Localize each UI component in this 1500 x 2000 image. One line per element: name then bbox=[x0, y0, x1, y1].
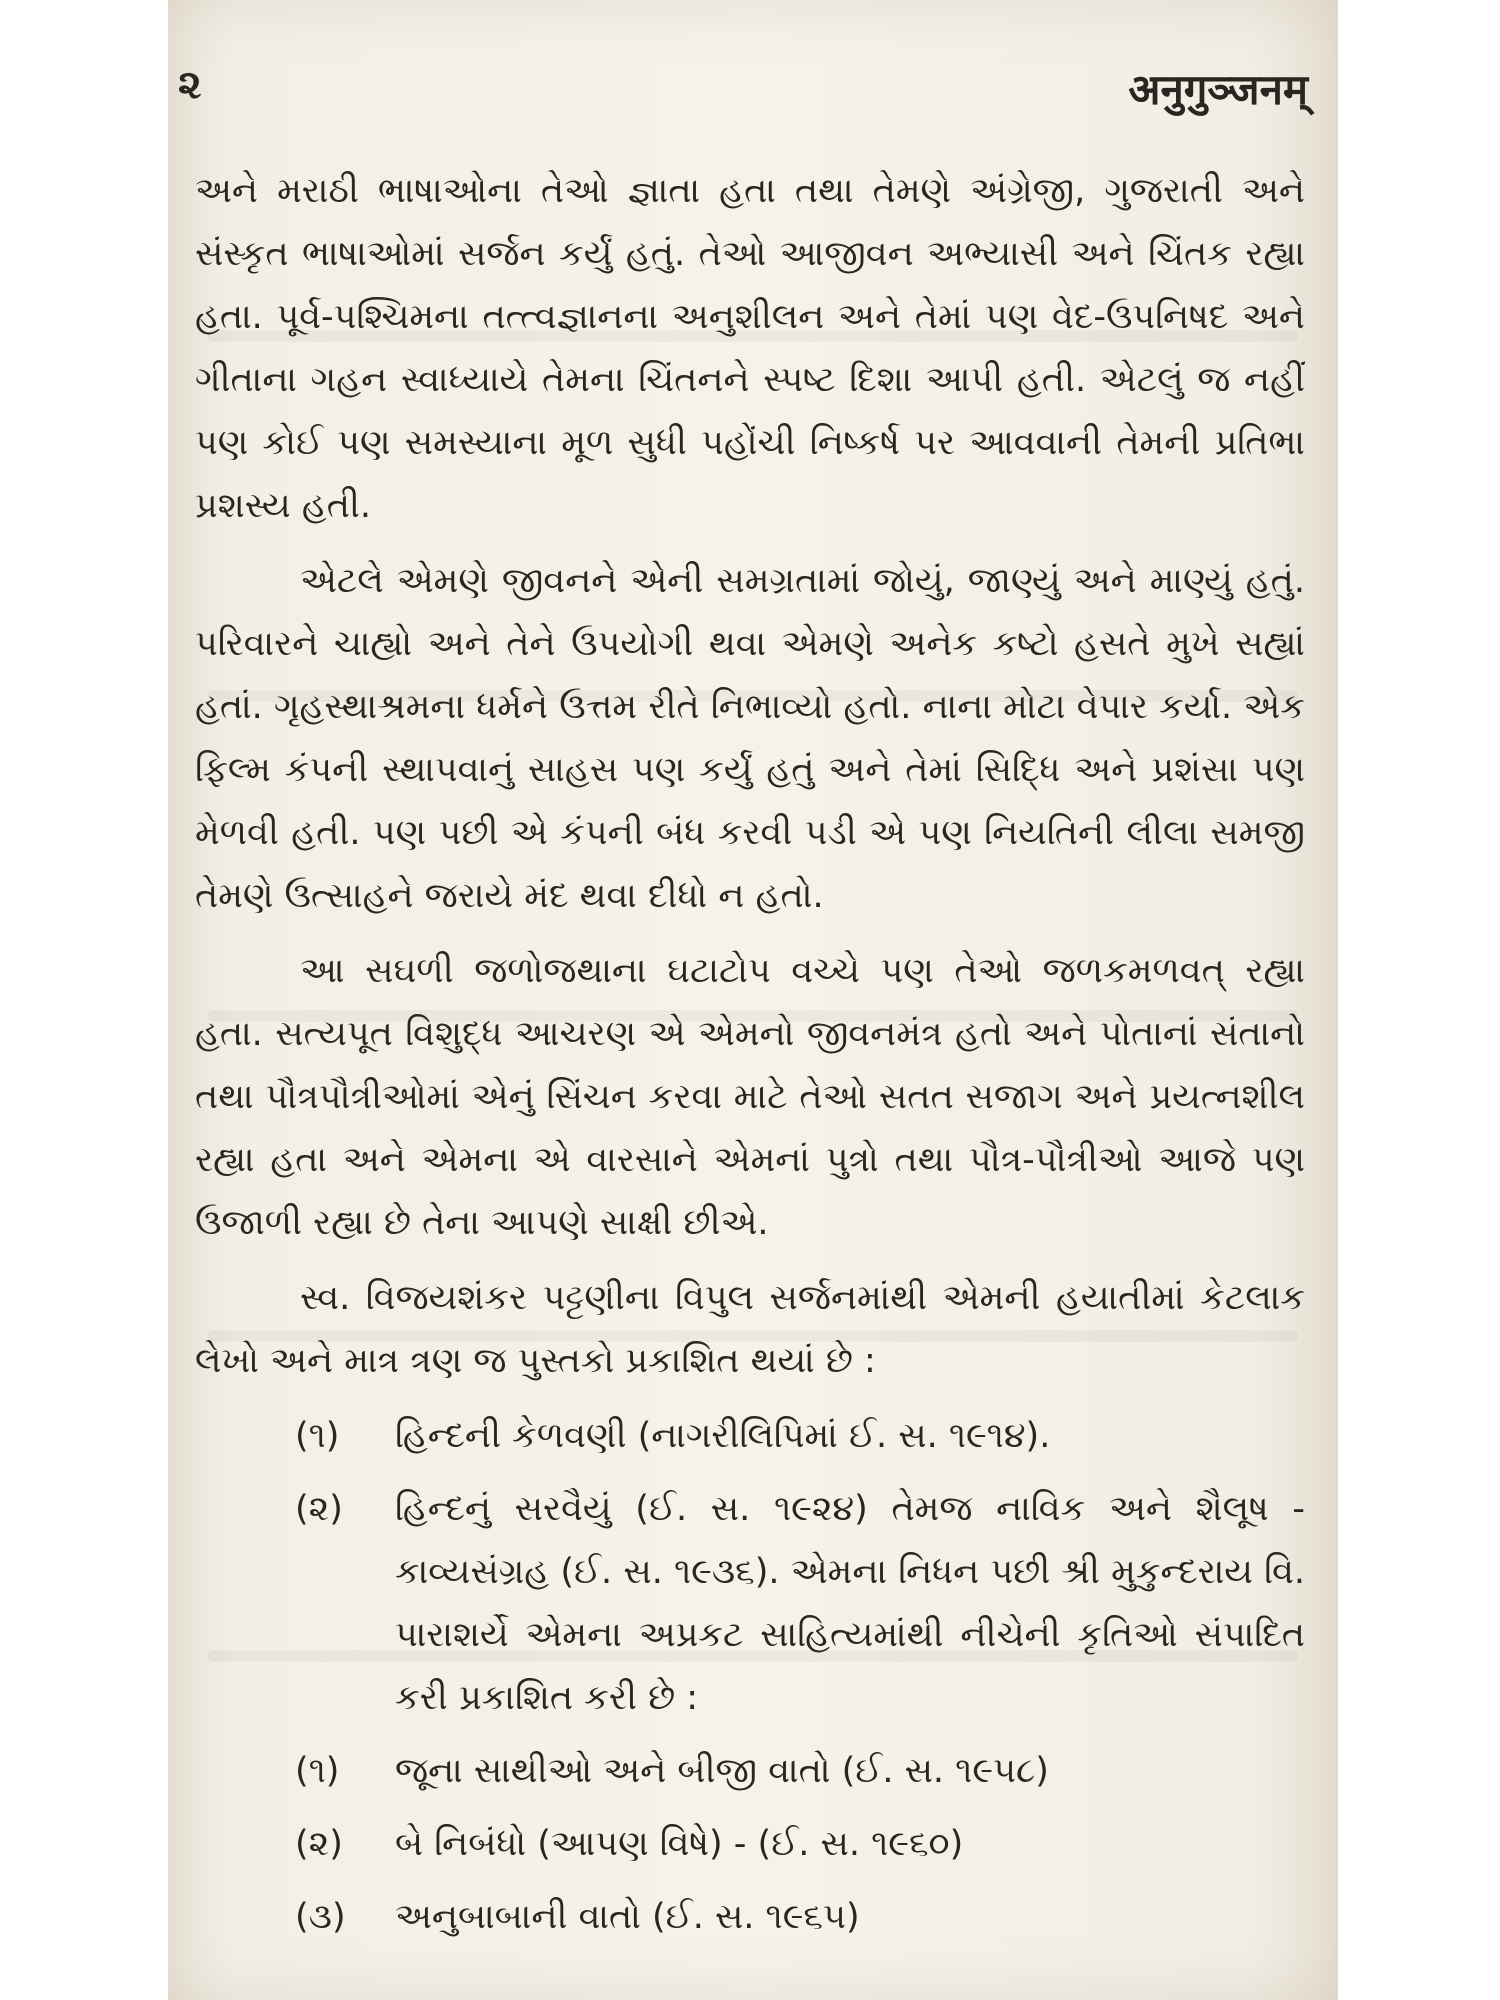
list-item bbox=[195, 1405, 1305, 1468]
body-text bbox=[195, 160, 1305, 1949]
list-item bbox=[195, 1740, 1305, 1803]
list-item bbox=[195, 1813, 1305, 1876]
page-number: ૨ bbox=[178, 62, 202, 108]
paragraph: એટલે એમણે જીવનને એની સમગ્રતામાં જોયું, જાણ્યું અને માણ્યું હતું. પરિવારને ચાહ્યો અને તેને ઉપયોગી થવા એમણે અનેક કષ્ટો હસતે મુખે સહ્યાં હતાં. ગૃહસ્થાશ્રમના ધર્મને ઉત્તમ રીતે નિભાવ્યો હતો. નાના મોટા વેપાર કર્યા. એક ફિલ્મ કંપની સ્થાપવાનું સાહસ પણ કર્યું હતું અને તેમાં સિદ્ધિ અને પ્રશંસા પણ મેળવી હતી. પણ પછી એ કંપની બંધ કરવી પડી એ પણ નિયતિની લીલા સમજી તેમણે ઉત્સાહને જરાયે મંદ થવા દીધો ન હતો. bbox=[195, 561, 1305, 916]
list-number: (૨) bbox=[295, 1824, 343, 1864]
list-item bbox=[195, 1478, 1305, 1730]
list-number: (૧) bbox=[295, 1751, 340, 1791]
list-number: (૩) bbox=[295, 1897, 346, 1937]
paragraph: આ સઘળી જળોજથાના ઘટાટોપ વચ્ચે પણ તેઓ જળકમળવત્ રહ્યા હતા. સત્યપૂત વિશુદ્ધ આચરણ એ એમનો જીવનમંત્ર હતો અને પોતાનાં સંતાનો તથા પૌત્રપૌત્રીઓમાં એનું સિંચન કરવા માટે તેઓ સતત સજાગ અને પ્રયત્નશીલ રહ્યા હતા અને એમના એ વારસાને એમનાં પુત્રો તથા પૌત્ર-પૌત્રીઓ આજે પણ ઉજાળી રહ્યા છે તેના આપણે સાક્ષી છીએ. bbox=[195, 951, 1305, 1243]
list-text: હિન્દનું સરવૈયું (ઈ. સ. ૧૯૨૪) તેમજ નાવિક અને શૈલૂષ - કાવ્યસંગ્રહ (ઈ. સ. ૧૯૩૬). એમના નિધન પછી શ્રી મુકુન્દરાય વિ. પારાશર્યે એમના અપ્રકટ સાહિત્યમાંથી નીચેની કૃતિઓ સંપાદિત કરી પ્રકાશિત કરી છે : bbox=[395, 1489, 1305, 1718]
paragraph: અને મરાઠી ભાષાઓના તેઓ જ્ઞાતા હતા તથા તેમણે અંગ્રેજી, ગુજરાતી અને સંસ્કૃત ભાષાઓમાં સર્જન કર્યું હતું. તેઓ આજીવન અભ્યાસી અને ચિંતક રહ્યા હતા. પૂર્વ-પશ્ચિમના તત્ત્વજ્ઞાનના અનુશીલન અને તેમાં પણ વેદ-ઉપનિષદ અને ગીતાના ગહન સ્વાધ્યાયે તેમના ચિંતનને સ્પષ્ટ દિશા આપી હતી. એટલું જ નહીં પણ કોઈ પણ સમસ્યાના મૂળ સુધી પહોંચી નિષ્કર્ષ પર આવવાની તેમની પ્રતિભા પ્રશસ્ય હતી. bbox=[195, 171, 1305, 526]
page-header bbox=[178, 50, 1308, 114]
list-text: બે નિબંધો (આપણ વિષે) - (ઈ. સ. ૧૯૬૦) bbox=[395, 1824, 964, 1864]
list-text: અનુબાબાની વાતો (ઈ. સ. ૧૯૬૫) bbox=[395, 1897, 860, 1937]
list-text: જૂના સાથીઓ અને બીજી વાતો (ઈ. સ. ૧૯૫૮) bbox=[395, 1751, 1049, 1791]
list-text: હિન્દની કેળવણી (નાગરીલિપિમાં ઈ. સ. ૧૯૧૪). bbox=[395, 1416, 1051, 1456]
paragraph: સ્વ. વિજયશંકર પટ્ટણીના વિપુલ સર્જનમાંથી એમની હયાતીમાં કેટલાક લેખો અને માત્ર ત્રણ જ પુસ્તકો પ્રકાશિત થયાં છે : bbox=[195, 1278, 1305, 1381]
list-number: (૧) bbox=[295, 1416, 340, 1456]
running-title: अनुगुञ्जनम् bbox=[1128, 65, 1308, 114]
list-item bbox=[195, 1886, 1305, 1949]
list-number: (૨) bbox=[295, 1489, 343, 1529]
